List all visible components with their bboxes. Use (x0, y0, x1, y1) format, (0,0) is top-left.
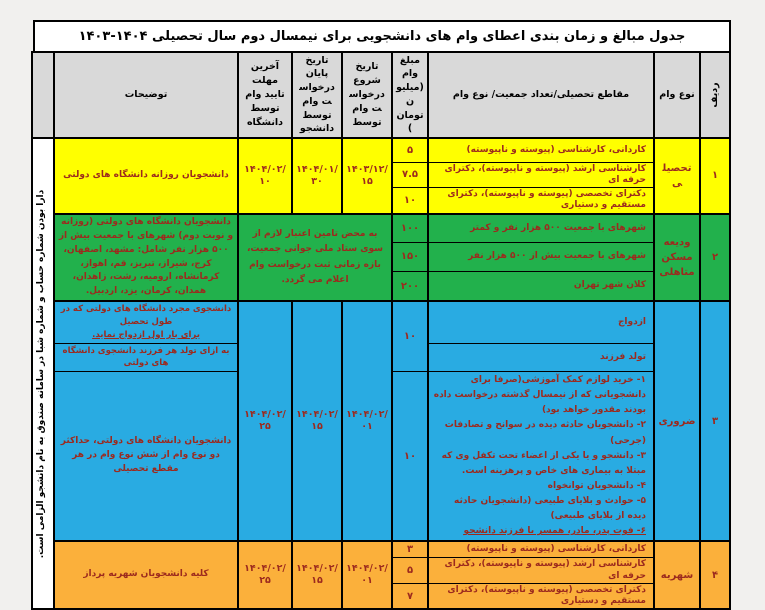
case-item-2: ۲- دانشجویان حادثه دیده در سوانح و تصادفات (جرحی) (444, 420, 646, 446)
cell-r1-level-2: دکترای تخصصی (پیوسته و ناپیوسته)، دکترای مستقیم و دستیاری (428, 188, 654, 214)
case-item-5: ۵- حوادث و بلایای طبیعی (دانشجویان حادثه دیده از بلایای طبیعی) (454, 495, 646, 522)
cell-r1-type: تحصیلی (654, 138, 700, 214)
cell-r4-type: شهریه (654, 541, 700, 609)
cell-r1-level-0: کاردانی، کارشناسی (پیوسته و ناپیوسته) (428, 138, 654, 162)
cell-r3-amount-list: ۱۰ (392, 372, 428, 542)
row-tahsili-1 (32, 138, 730, 162)
header-side-spacer (32, 52, 54, 139)
header-radif (700, 52, 730, 139)
case-item-6: ۶- فوت پدر، مادر، همسر یا فرزند دانشجو (463, 526, 646, 537)
document-title: جدول مبالغ و زمان بندی اعطای وام های دانشجویی برای نیمسال دوم سال تحصیلی ۱۴۰۴-۱۴۰۳ (33, 20, 731, 53)
cell-r2-level-2: کلان شهر تهران (428, 271, 654, 301)
cell-r3-note-marriage (54, 301, 238, 343)
header-start-date: تاریخ شروع درخواست وام توسط (342, 52, 392, 139)
case-item-1: ۱- خرید لوازم کمک آموزشی(صرفا برای دانشجویانی که از نیمسال گذشته درخواست داده بودند مقدور خواهد بود) (433, 375, 646, 416)
cell-r1-no: ۱ (700, 138, 730, 214)
cell-r3-childbirth: تولد فرزند (428, 343, 654, 372)
cell-r1-end: ۱۴۰۴/۰۱/۳۰ (292, 138, 342, 214)
side-note-cell (32, 138, 54, 609)
header-radif-label: ردیف (709, 82, 720, 108)
cell-r4-deadline: ۱۴۰۴/۰۲/۲۵ (238, 541, 292, 609)
cell-r3-start: ۱۴۰۴/۰۲/۰۱ (342, 301, 392, 541)
cell-r4-level-0: کاردانی، کارشناسی (پیوسته و ناپیوسته) (428, 541, 654, 558)
row-shahrie-1 (32, 541, 730, 558)
cell-r2-dates-note: به محض تامین اعتبار لازم از سوی ستاد ملی جوانی جمعیت، بازه زمانی ثبت درخواست وام اعلام می گردد. (238, 214, 392, 302)
cell-r3-marriage: ازدواج (428, 301, 654, 343)
cell-r3-no: ۳ (700, 301, 730, 541)
row-zaroori-1 (32, 301, 730, 343)
cell-r4-level-2: دکترای تخصصی (پیوسته و ناپیوسته)، دکترای مستقیم و دستیاری (428, 583, 654, 609)
cell-r4-start: ۱۴۰۴/۰۲/۰۱ (342, 541, 392, 609)
row-maskan-1 (32, 214, 730, 243)
cell-r4-amount-0: ۳ (392, 541, 428, 558)
cell-r2-amount-0: ۱۰۰ (392, 214, 428, 243)
case-item-4: ۴- دانشجویان توانخواه (547, 480, 646, 491)
cell-r4-note: کلیه دانشجویان شهریه پرداز (54, 541, 238, 609)
cell-r4-level-1: کارشناسی ارشد (پیوسته و ناپیوسته)، دکترای حرفه ای (428, 558, 654, 584)
side-note-text: دارا بودن شماره حساب و شماره شبا در سامانه صندوق به نام دانشجو الزامی است. (36, 189, 46, 558)
cell-r1-amount-0: ۵ (392, 138, 428, 162)
cell-r3-type: ضروری (654, 301, 700, 541)
cell-r4-no: ۴ (700, 541, 730, 609)
cell-r2-level-0: شهرهای با جمعیت ۵۰۰ هزار نفر و کمتر (428, 214, 654, 243)
loan-schedule-document (33, 20, 731, 610)
header-amount: مبلغ وام (میلیون تومان) (392, 52, 428, 139)
cell-r2-amount-2: ۲۰۰ (392, 271, 428, 301)
loan-schedule-table (31, 51, 731, 610)
cell-r2-no: ۲ (700, 214, 730, 302)
cell-r3-amount-top: ۱۰ (392, 301, 428, 371)
note-marriage-line1: دانشجوی مجرد دانشگاه های دولتی که در طول تحصیل (60, 304, 232, 328)
header-end-date: تاریخ پایان درخواست وام توسط دانشجو (292, 52, 342, 139)
cell-r1-note: دانشجویان روزانه دانشگاه های دولتی (54, 138, 238, 214)
cell-r4-end: ۱۴۰۴/۰۲/۱۵ (292, 541, 342, 609)
cell-r2-amount-1: ۱۵۰ (392, 242, 428, 271)
header-loan-type: نوع وام (654, 52, 700, 139)
cell-r3-deadline: ۱۴۰۴/۰۲/۲۵ (238, 301, 292, 541)
header-notes: توضیحات (54, 52, 238, 139)
cell-r1-start: ۱۴۰۳/۱۲/۱۵ (342, 138, 392, 214)
cell-r4-amount-2: ۷ (392, 583, 428, 609)
cell-r1-amount-1: ۷.۵ (392, 162, 428, 188)
cell-r3-note-childbirth: به ازای تولد هر فرزند دانشجوی دانشگاه های دولتی (54, 343, 238, 372)
case-item-3: ۳- دانشجو و یا یکی از اعضاء تحت تکفل وی که مبتلا به بیماری های خاص و پرهزینه است. (441, 450, 646, 476)
cell-r4-amount-1: ۵ (392, 558, 428, 584)
cell-r2-type: ودیعه مسکن متاهلی (654, 214, 700, 302)
header-approval-deadline: آخرین مهلت تایید وام توسط دانشگاه (238, 52, 292, 139)
cell-r3-cases-list (428, 372, 654, 542)
cell-r2-level-1: شهرهای با جمعیت بیش از ۵۰۰ هزار نفر (428, 242, 654, 271)
cell-r3-note-list: دانشجویان دانشگاه های دولتی، حداکثر دو نوع وام از شش نوع وام در هر مقطع تحصیلی (54, 372, 238, 542)
cell-r1-amount-2: ۱۰ (392, 188, 428, 214)
table-header-row (32, 52, 730, 139)
cell-r1-level-1: کارشناسی ارشد (پیوسته و ناپیوسته)، دکترای حرفه ای (428, 162, 654, 188)
cell-r1-deadline: ۱۴۰۴/۰۲/۱۰ (238, 138, 292, 214)
cell-r3-end: ۱۴۰۴/۰۲/۱۵ (292, 301, 342, 541)
note-marriage-line2: برای بار اول ازدواج نماید. (92, 329, 200, 340)
header-levels: مقاطع تحصیلی/تعداد جمعیت/ نوع وام (428, 52, 654, 139)
cell-r2-note: دانشجویان دانشگاه های دولتی (روزانه و نوبت دوم) شهرهای با جمعیت بیش از ۵۰۰ هزار نفر شامل: مشهد، اصفهان، کرج، شیراز، تبریز، قم، اهواز، کرمانشاه، ارومیه، رشت، زاهدان، همدان، کرمان، یزد، اردبیل. (54, 214, 238, 302)
